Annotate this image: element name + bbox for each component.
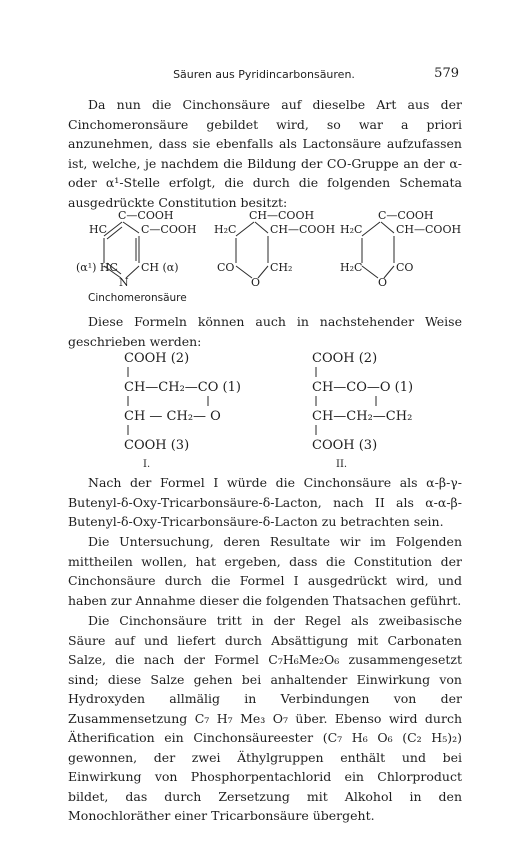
ring1-left-upper: HC	[89, 223, 108, 236]
ring1-right-upper: C—COOH	[141, 223, 197, 236]
formula1-label: I.	[143, 459, 151, 470]
formula-I	[124, 351, 241, 470]
formula1-row4: COOH (3)	[124, 438, 190, 453]
ring2-left-upper: H₂C	[214, 223, 237, 236]
running-head: Säuren aus Pyridincarbonsäuren.	[173, 68, 355, 81]
p5-text-a: Die Cinchonsäure tritt in der Regel als zweibasische Säure auf und liefert durch Absättigung mit Carbonaten Salze, die nach der Formel	[68, 613, 462, 667]
formula-salt: C₇H₆Me₂O₆	[268, 652, 340, 667]
ring2-top: CH—COOH	[249, 209, 315, 222]
ring3-top: C—COOH	[378, 209, 434, 222]
ring1-top: C—COOH	[118, 209, 174, 222]
formula1-row3: CH — CH₂— O	[124, 409, 221, 424]
ring2-right-upper: CH—COOH	[270, 223, 336, 236]
formula-hydroxide-compound: C₇ H₇ Me₃ O₇	[194, 710, 288, 726]
p5-text-b: zusammengesetzt sind; diese Salze gehen bei anhaltender Einwirkung von Hydroxyden allmälig in Verbindungen von der Zusammensetzung	[68, 652, 462, 726]
formula-ester: (C₇ H₆ O₆ (C₂ H₅)₂)	[322, 730, 462, 745]
ring3-left-lower: H₂C	[340, 261, 363, 274]
formula2-row1: COOH (2)	[312, 351, 378, 366]
formula2-row3: CH—CH₂—CH₂	[312, 409, 413, 424]
ring1-bottom: N	[119, 276, 129, 289]
ring3-right-lower: CO	[396, 261, 414, 274]
p5-text-d: gewonnen, der zwei Äthylgruppen enthält und bei Einwirkung von Phosphorpentachlorid ein Chlorproduct bildet, das durch Zersetzung mit Alkohol in den Monochloräther einer Tricarbonsäure übergeht.	[68, 749, 462, 823]
ring3-left-upper: H₂C	[340, 223, 363, 236]
formula2-label: II.	[336, 459, 348, 470]
formula1-row1: COOH (2)	[124, 351, 190, 366]
ring3-right-upper: CH—COOH	[396, 223, 462, 236]
ring2-bottom: O	[251, 276, 261, 289]
ring2-left-lower: CO	[217, 261, 235, 274]
page-number: 579	[434, 66, 459, 81]
paragraph-untersuchung: Die Untersuchung, deren Resultate wir im Folgenden mittheilen wollen, hat ergeben, dass die Constitution der Cinchonsäure durch die Formel I ausgedrückt wird, und haben zur Annahme dieser die folgenden Thatsachen geführt.	[68, 534, 462, 608]
formula1-row2: CH—CH₂—CO (1)	[124, 380, 241, 395]
ring1-right-lower: CH (α)	[141, 261, 179, 274]
ring1-caption: Cinchomeronsäure	[88, 292, 187, 304]
paragraph-formeln: Diese Formeln können auch in nachstehender Weise geschrieben werden:	[68, 314, 462, 349]
paragraph-intro: Da nun die Cinchonsäure auf dieselbe Art aus der Cinchomeronsäure gebildet wird, so war a priori anzunehmen, dass sie ebenfalls als Lactonsäure aufzufassen ist, welche, je nachdem die Bildung der CO-Gruppe an der α- oder α¹-Stelle erfolgt, die durch die folgenden Schemata ausgedrückte Constitution besitzt:	[68, 97, 462, 210]
ring3-bottom: O	[378, 276, 388, 289]
ring1-left-lower: (α¹) HC	[76, 261, 118, 274]
paragraph-formel-I: Nach der Formel I würde die Cinchonsäure als α-β-γ-Butenyl-δ-Oxy-Tricarbonsäure-δ-Lacton, nach II als α-α-β-Butenyl-δ-Oxy-Tricarbonsäure-δ-Lacton zu betrachten sein.	[68, 475, 462, 529]
formula-II	[312, 351, 413, 470]
formula2-row2: CH—CO—O (1)	[312, 380, 414, 395]
paragraph-cinchonsaeure	[68, 611, 462, 826]
formula2-row4: COOH (3)	[312, 438, 378, 453]
ring2-right-lower: CH₂	[270, 261, 293, 274]
p5-text-c: über. Ebenso wird durch Ätherification ein Cinchonsäureester	[68, 710, 463, 745]
